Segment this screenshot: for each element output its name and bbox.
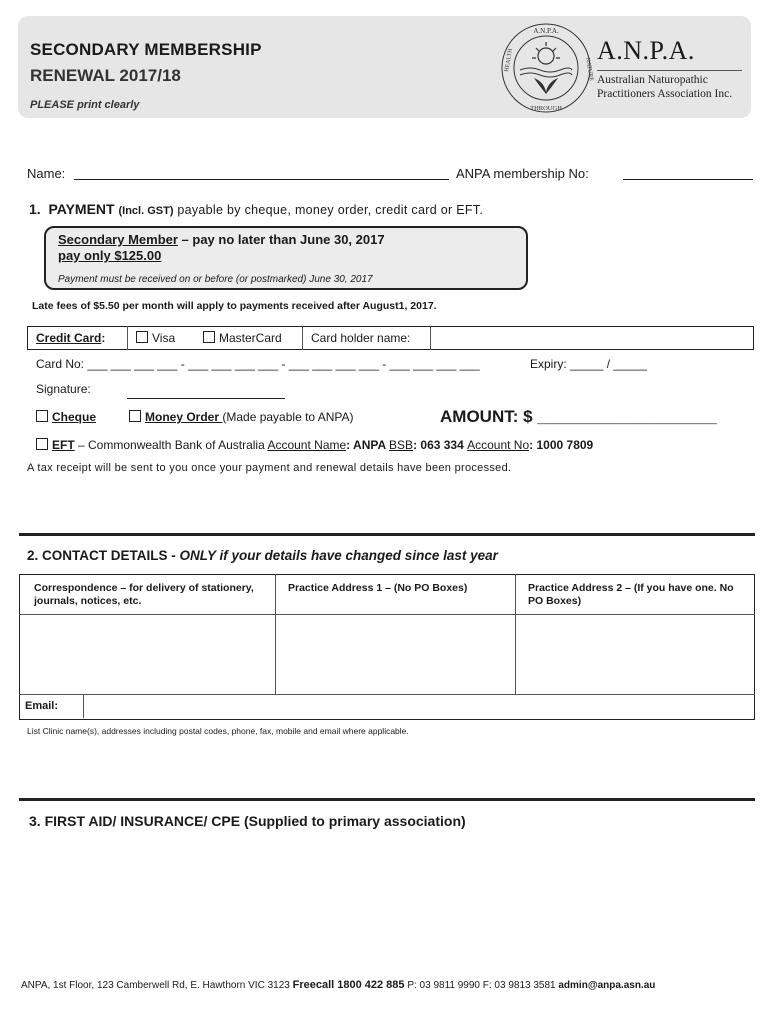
association-name-line2: Practitioners Association Inc. xyxy=(597,88,733,100)
contact-col-divider-1 xyxy=(275,574,276,694)
seal-top-text: A.N.P.A. xyxy=(533,27,559,35)
contact-header-divider xyxy=(19,614,755,615)
clinic-list-note: List Clinic name(s), addresses including postal codes, phone, fax, mobile and email where applicable. xyxy=(27,726,409,736)
membership-no-label: ANPA membership No: xyxy=(456,166,589,181)
account-no-label: Account No xyxy=(467,438,530,452)
anpa-seal-logo xyxy=(500,22,595,114)
footer-address: ANPA, 1st Floor, 123 Camberwell Rd, E. Hawthorn VIC 3123 xyxy=(21,980,293,991)
cheque-checkbox[interactable] xyxy=(36,410,48,422)
account-no-value: : 1000 7809 xyxy=(529,438,594,452)
fee-amount: pay only $125.00 xyxy=(58,248,162,263)
seal-right-text: NATURE xyxy=(584,57,595,82)
practice-address-1-header: Practice Address 1 – (No PO Boxes) xyxy=(288,582,468,594)
email-label: Email: xyxy=(25,700,59,712)
visa-label: Visa xyxy=(152,331,176,345)
practice-address-2-field[interactable] xyxy=(517,616,752,693)
late-fees-note: Late fees of $5.50 per month will apply to payments received after August1, 2017. xyxy=(32,300,437,312)
email-divider xyxy=(83,694,84,718)
footer-freecall: Freecall 1800 422 885 xyxy=(292,979,405,991)
form-subtitle: RENEWAL 2017/18 xyxy=(30,66,181,85)
mastercard-checkbox[interactable] xyxy=(203,331,215,343)
cheque-option[interactable] xyxy=(36,410,96,424)
bsb-label: BSB xyxy=(389,438,414,452)
eft-label: EFT xyxy=(52,438,75,452)
footer-email[interactable]: admin@anpa.asn.au xyxy=(558,980,656,991)
card-holder-field[interactable] xyxy=(432,328,750,348)
payment-heading-title: PAYMENT xyxy=(48,201,115,217)
practice-address-1-field[interactable] xyxy=(277,616,513,693)
visa-option[interactable] xyxy=(136,331,175,345)
email-field[interactable] xyxy=(85,696,751,717)
money-order-note: (Made payable to ANPA) xyxy=(222,410,354,424)
credit-card-label-text: Credit Card xyxy=(36,331,102,345)
money-order-option[interactable] xyxy=(129,410,354,424)
contact-col-divider-2 xyxy=(515,574,516,694)
credit-card-label xyxy=(36,331,105,345)
expiry-field[interactable]: Expiry: _____ / _____ xyxy=(530,357,647,371)
mastercard-option[interactable] xyxy=(203,331,282,345)
eft-option[interactable] xyxy=(36,438,593,452)
correspondence-field[interactable] xyxy=(21,616,273,693)
deadline-line1 xyxy=(58,232,385,247)
section-divider-3 xyxy=(19,798,755,801)
practice-address-2-header: Practice Address 2 – (If you have one. No PO Boxes) xyxy=(528,582,734,607)
payment-heading-methods: payable by cheque, money order, credit card or EFT. xyxy=(177,203,484,217)
signature-field[interactable] xyxy=(127,398,285,399)
money-order-checkbox[interactable] xyxy=(129,410,141,422)
seal-left-text: HEALTH xyxy=(504,48,515,73)
cc-divider-2 xyxy=(302,326,303,350)
contact-heading-title: 2. CONTACT DETAILS - xyxy=(27,548,180,563)
correspondence-header: Correspondence – for delivery of stationery, journals, notices, etc. xyxy=(34,582,254,607)
form-title: SECONDARY MEMBERSHIP xyxy=(30,40,262,59)
deadline-text: – pay no later than June 30, 2017 xyxy=(177,232,385,247)
logo-divider xyxy=(597,70,742,71)
account-name-label: Account Name xyxy=(267,438,347,452)
anpa-wordmark: A.N.P.A. xyxy=(597,36,695,65)
signature-label: Signature: xyxy=(36,382,91,396)
account-name-value: : ANPA xyxy=(346,438,390,452)
first-aid-heading: 3. FIRST AID/ INSURANCE/ CPE (Supplied to primary association) xyxy=(29,813,466,829)
visa-checkbox[interactable] xyxy=(136,331,148,343)
section-divider-2 xyxy=(19,533,755,536)
eft-checkbox[interactable] xyxy=(36,438,48,450)
card-no-field[interactable]: Card No: ___ ___ ___ ___ - ___ ___ ___ ___ - ___ ___ ___ ___ - ___ ___ ___ ___ xyxy=(36,357,480,371)
eft-bank: – Commonwealth Bank of Australia xyxy=(74,438,268,452)
name-field[interactable] xyxy=(74,179,449,180)
association-name-line1: Australian Naturopathic xyxy=(597,74,708,86)
footer-phones: P: 03 9811 9990 F: 03 9813 3581 xyxy=(404,980,559,991)
contact-heading-qualifier: ONLY if your details have changed since last year xyxy=(179,548,498,563)
cc-divider-1 xyxy=(127,326,128,350)
card-holder-label: Card holder name: xyxy=(311,331,411,345)
payment-heading-gst: (Incl. GST) xyxy=(118,205,174,217)
association-name xyxy=(597,73,732,101)
footer-contact xyxy=(21,979,655,991)
money-order-label: Money Order xyxy=(145,410,223,424)
amount-field[interactable]: AMOUNT: $ ___________________ xyxy=(440,407,717,426)
credit-card-colon: : xyxy=(101,331,106,345)
contact-email-divider xyxy=(19,694,755,695)
cc-divider-3 xyxy=(430,326,431,350)
print-clearly-note: PLEASE print clearly xyxy=(30,99,140,111)
payment-heading-number: 1. xyxy=(29,201,41,217)
bsb-value: : 063 334 xyxy=(413,438,468,452)
membership-no-field[interactable] xyxy=(623,179,753,180)
cheque-label: Cheque xyxy=(52,410,97,424)
postmark-note: Payment must be received on or before (or postmarked) June 30, 2017 xyxy=(58,274,373,285)
tax-receipt-note: A tax receipt will be sent to you once your payment and renewal details have been processed. xyxy=(27,462,512,474)
contact-heading xyxy=(27,548,498,563)
secondary-member-label: Secondary Member xyxy=(58,232,178,247)
seal-bottom-text: THROUGH xyxy=(530,105,562,112)
name-label: Name: xyxy=(27,166,66,181)
payment-heading xyxy=(29,201,483,217)
mastercard-label: MasterCard xyxy=(219,331,282,345)
